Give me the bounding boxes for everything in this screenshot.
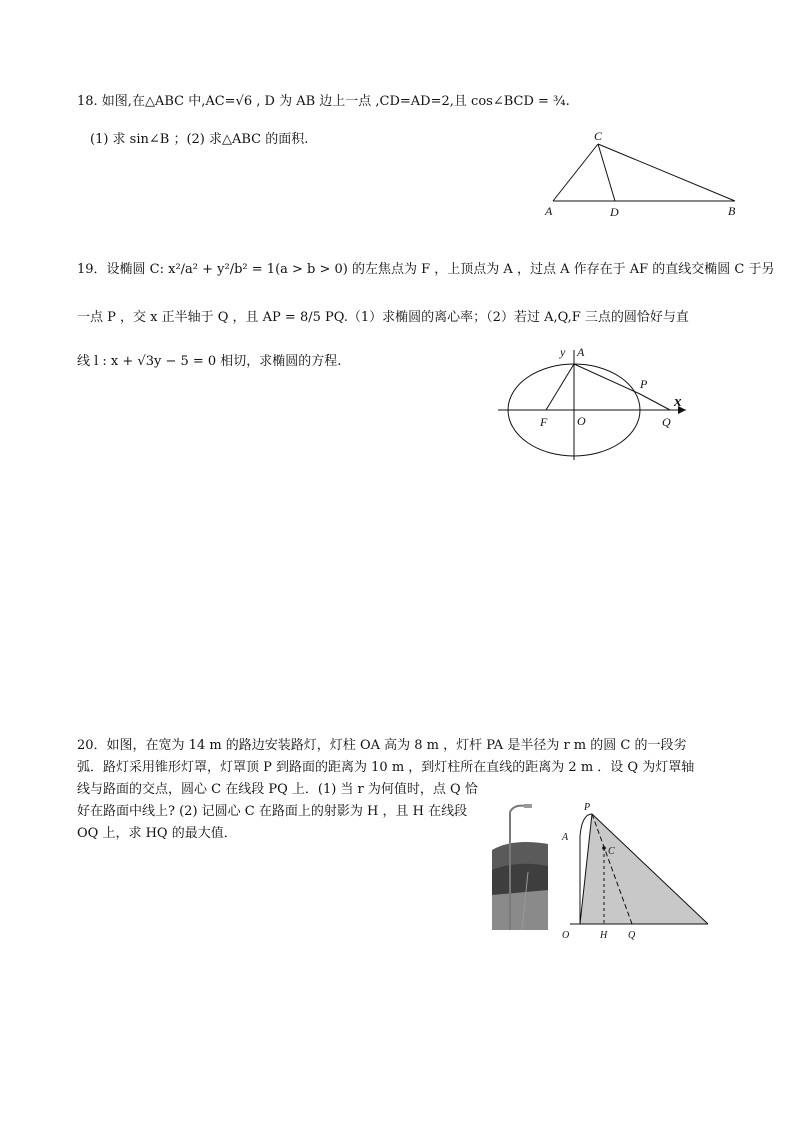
problem-19-line-2: 一点 P ，交 x 正半轴于 Q ，且 AP = 8/5 PQ.（1）求椭圆的离心率；（2）若过 A,Q,F 三点的圆恰好与直 bbox=[77, 310, 689, 325]
triangle-abc-figure bbox=[535, 126, 775, 236]
label-q: Q bbox=[628, 930, 636, 941]
segment-ac bbox=[553, 144, 598, 201]
street-lamp-photo bbox=[492, 800, 548, 930]
problem-20-line-5: OQ 上，求 HQ 的最大值． bbox=[77, 826, 237, 841]
label-a: A bbox=[562, 832, 569, 843]
label-b: B bbox=[728, 204, 736, 218]
label-p: P bbox=[584, 802, 591, 813]
label-a: A bbox=[577, 345, 585, 359]
segment-cb bbox=[598, 144, 735, 201]
label-c: C bbox=[594, 129, 603, 143]
problem-20-line-2: 弧．路灯采用锥形灯罩，灯罩顶 P 到路面的距离为 10 m ，到灯柱所在直线的距离为 2 m ．设 Q 为灯罩轴 bbox=[77, 760, 695, 775]
problem-20-line-1: 20．如图，在宽为 14 m 的路边安装路灯，灯柱 OA 高为 8 m ，灯杆 PA 是半径为 r m 的圆 C 的一段劣 bbox=[77, 738, 687, 753]
label-o: O bbox=[577, 414, 586, 428]
problem-19-line-1: 19．设椭圆 C: x²/a² + y²/b² = 1(a > b > 0) 的左焦点为 F ，上顶点为 A ，过点 A 作存在于 AF 的直线交椭圆 C 于另 bbox=[77, 262, 775, 277]
label-o: O bbox=[562, 930, 570, 941]
label-d: D bbox=[610, 205, 619, 219]
segment-pq bbox=[640, 394, 670, 410]
problem-19-line-3: 线 l : x + √3y − 5 = 0 相切，求椭圆的方程. bbox=[77, 354, 342, 369]
problem-20-line-4: 好在路面中线上? (2) 记圆心 C 在路面上的射影为 H ，且 H 在线段 bbox=[77, 804, 468, 819]
label-q: Q bbox=[662, 415, 671, 429]
problem-20-line-3: 线与路面的交点，圆心 C 在线段 PQ 上．(1) 当 r 为何值时，点 Q 恰 bbox=[77, 782, 478, 797]
problem-18-questions: (1) 求 sin∠B ；(2) 求△ABC 的面积. bbox=[90, 132, 309, 147]
street-lamp-diagram bbox=[552, 796, 712, 946]
segment-af bbox=[546, 364, 574, 410]
label-x: x bbox=[674, 394, 682, 410]
label-p: P bbox=[640, 377, 648, 391]
label-c: C bbox=[608, 846, 615, 857]
label-y: y bbox=[560, 345, 566, 359]
label-f: F bbox=[540, 415, 548, 429]
label-h: H bbox=[600, 930, 608, 941]
segment-ap bbox=[574, 364, 640, 394]
ellipse-figure bbox=[498, 342, 698, 462]
segment-cd bbox=[598, 144, 615, 201]
label-a: A bbox=[545, 204, 553, 218]
problem-18-statement: 18. 如图,在△ABC 中,AC=√6 , D 为 AB 边上一点 ,CD=AD=2,且 cos∠BCD = ¾. bbox=[77, 94, 570, 109]
lamp-cone bbox=[580, 814, 708, 924]
